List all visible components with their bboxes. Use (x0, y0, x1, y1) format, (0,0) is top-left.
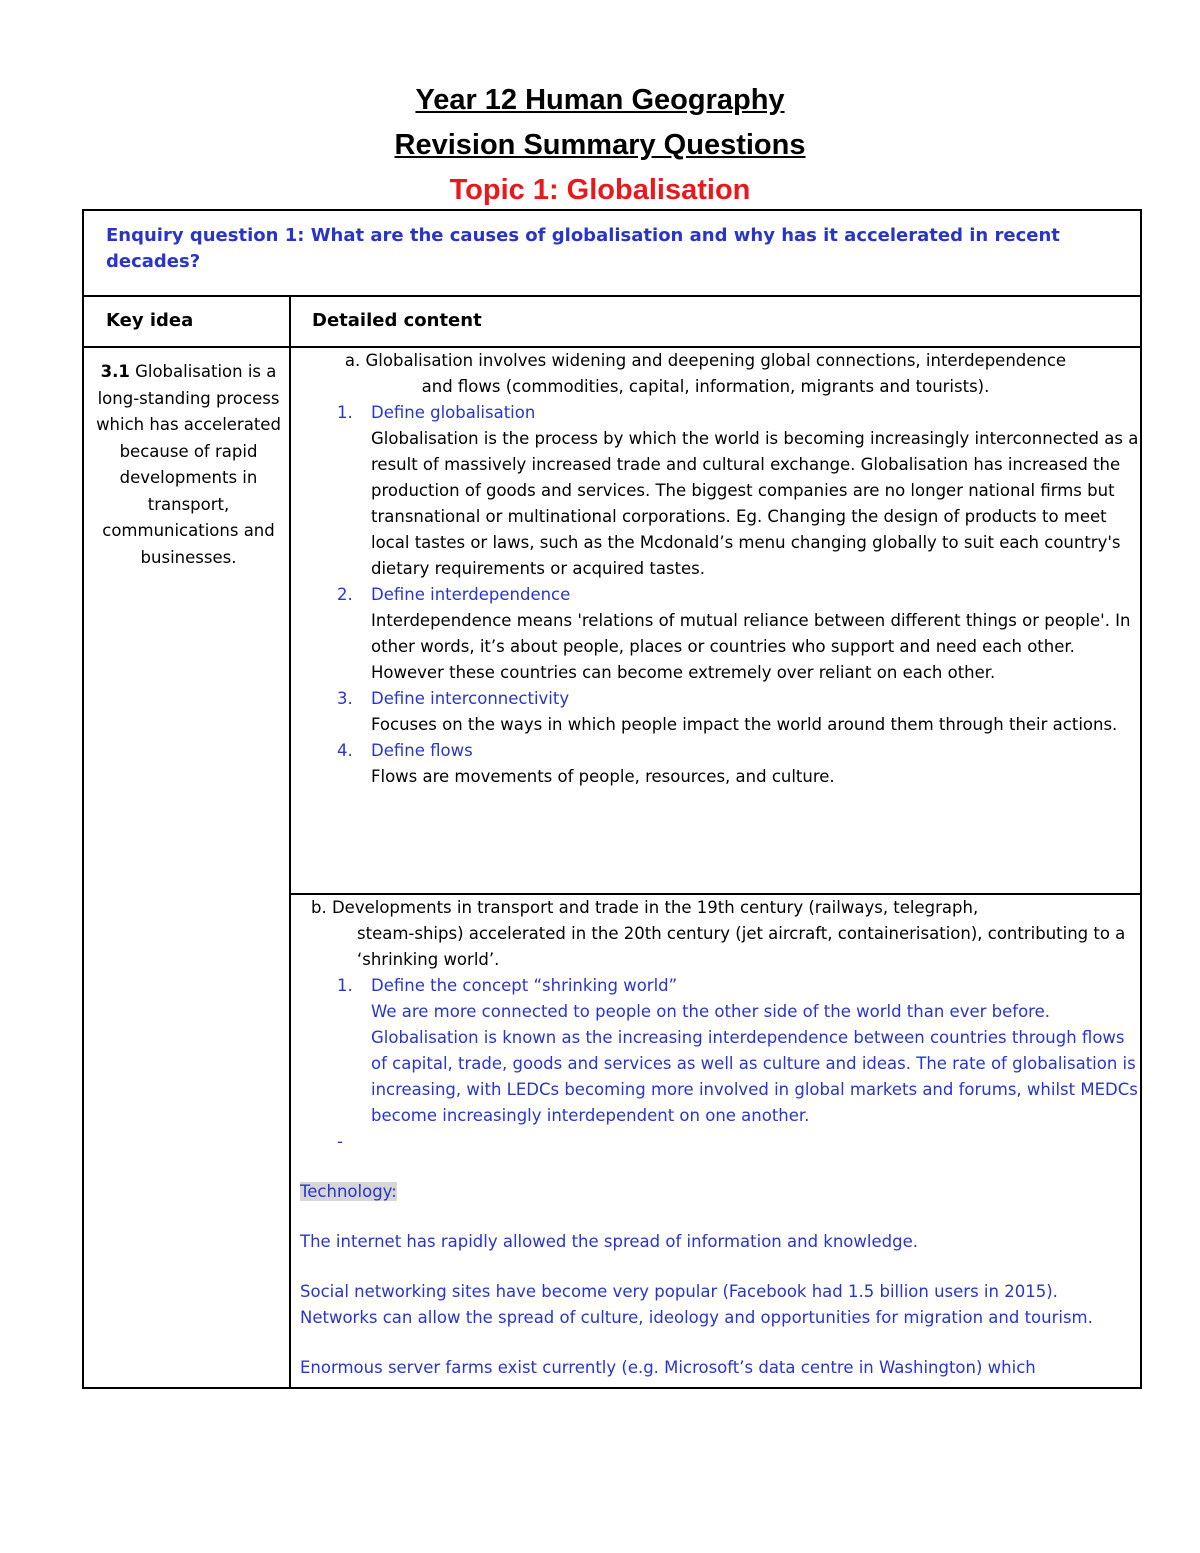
header-row (83, 296, 1141, 347)
list-number: 1. (337, 403, 353, 422)
list-item (337, 738, 1140, 790)
item-body: We are more connected to people on the other side of the world than ever before. Globalisation is known as the increasing interdependence between countries through flows of capital, trade, goods and services as well as culture and ideas. The rate of globalisation is increasing, with LEDCs becoming more involved in global markets and forums, whilst MEDCs become increasingly interdependent on one another. (371, 1002, 1138, 1125)
section-a-intro: a. Globalisation involves widening and deepening global connections, interdependence and flows (commodities, capital, information, migrants and tourists). (344, 351, 1067, 396)
list-number: 4. (337, 741, 353, 760)
document-subtitle: Revision Summary Questions (394, 129, 806, 161)
key-idea-number: 3.1 (100, 362, 130, 381)
section-a-list (291, 400, 1140, 790)
section-b-list (291, 973, 1140, 1129)
list-number: 3. (337, 689, 353, 708)
item-heading: Define interdependence (371, 585, 571, 604)
dash-bullet: - (337, 1132, 343, 1151)
item-body: Flows are movements of people, resources, and culture. (371, 767, 835, 786)
section-b-intro-rest: steam-ships) accelerated in the 20th century (jet aircraft, containerisation), contributing to a ‘shrinking world’. (357, 924, 1126, 969)
key-idea-text (84, 348, 289, 571)
list-item (337, 686, 1140, 738)
list-number: 2. (337, 585, 353, 604)
enquiry-row (83, 210, 1141, 296)
detailed-content-b (290, 894, 1141, 1388)
detailed-content-a (290, 347, 1141, 894)
item-heading: Define interconnectivity (371, 689, 570, 708)
list-item (337, 400, 1140, 582)
technology-paragraph-1: The internet has rapidly allowed the spread of information and knowledge. (300, 1232, 918, 1251)
item-heading: Define globalisation (371, 403, 536, 422)
technology-label-text: Technology: (300, 1182, 397, 1201)
revision-table (82, 209, 1142, 1389)
item-body: Focuses on the ways in which people impact the world around them through their actions. (371, 715, 1118, 734)
item-heading: Define the concept “shrinking world” (371, 976, 678, 995)
topic-heading: Topic 1: Globalisation (449, 174, 751, 206)
item-heading: Define flows (371, 741, 473, 760)
enquiry-question: Enquiry question 1: What are the causes of globalisation and why has it accelerated in recent decades? (83, 210, 1141, 296)
item-body: Globalisation is the process by which the world is becoming increasingly interconnected as a result of massively increased trade and cultural exchange. Globalisation has increased the production of goods and services. The biggest companies are no longer national firms but transnational or multinational corporations. Eg. Changing the design of products to meet local tastes or laws, such as the Mcdonald’s menu changing globally to suit each country's dietary requirements or acquired tastes. (371, 429, 1139, 578)
document-header (0, 78, 1200, 213)
technology-label (291, 1179, 1140, 1205)
technology-paragraph-3: Enormous server farms exist currently (e.g. Microsoft’s data centre in Washington) which (300, 1358, 1036, 1377)
section-b-intro-first: b. Developments in transport and trade in the 19th century (railways, telegraph, (311, 898, 979, 917)
item-body: Interdependence means 'relations of mutual reliance between different things or people'. In other words, it’s about people, places or countries who support and need each other. However these countries can become extremely over reliant on each other. (371, 611, 1131, 682)
list-number: 1. (337, 976, 353, 995)
key-idea-cell (83, 347, 290, 1388)
list-item (337, 582, 1140, 686)
list-item (337, 973, 1140, 1129)
column-header-key-idea: Key idea (83, 296, 290, 347)
document-title: Year 12 Human Geography (415, 84, 785, 116)
technology-paragraph-2: Social networking sites have become very popular (Facebook had 1.5 billion users in 2015). Networks can allow the spread of culture, ideology and opportunities for migration and tourism. (300, 1282, 1093, 1327)
content-row (83, 347, 1141, 894)
section-b-intro (291, 895, 1140, 973)
column-header-detailed-content: Detailed content (290, 296, 1141, 347)
key-idea-description: Globalisation is a long-standing process which has accelerated because of rapid developments in transport, communications and businesses. (96, 362, 281, 567)
